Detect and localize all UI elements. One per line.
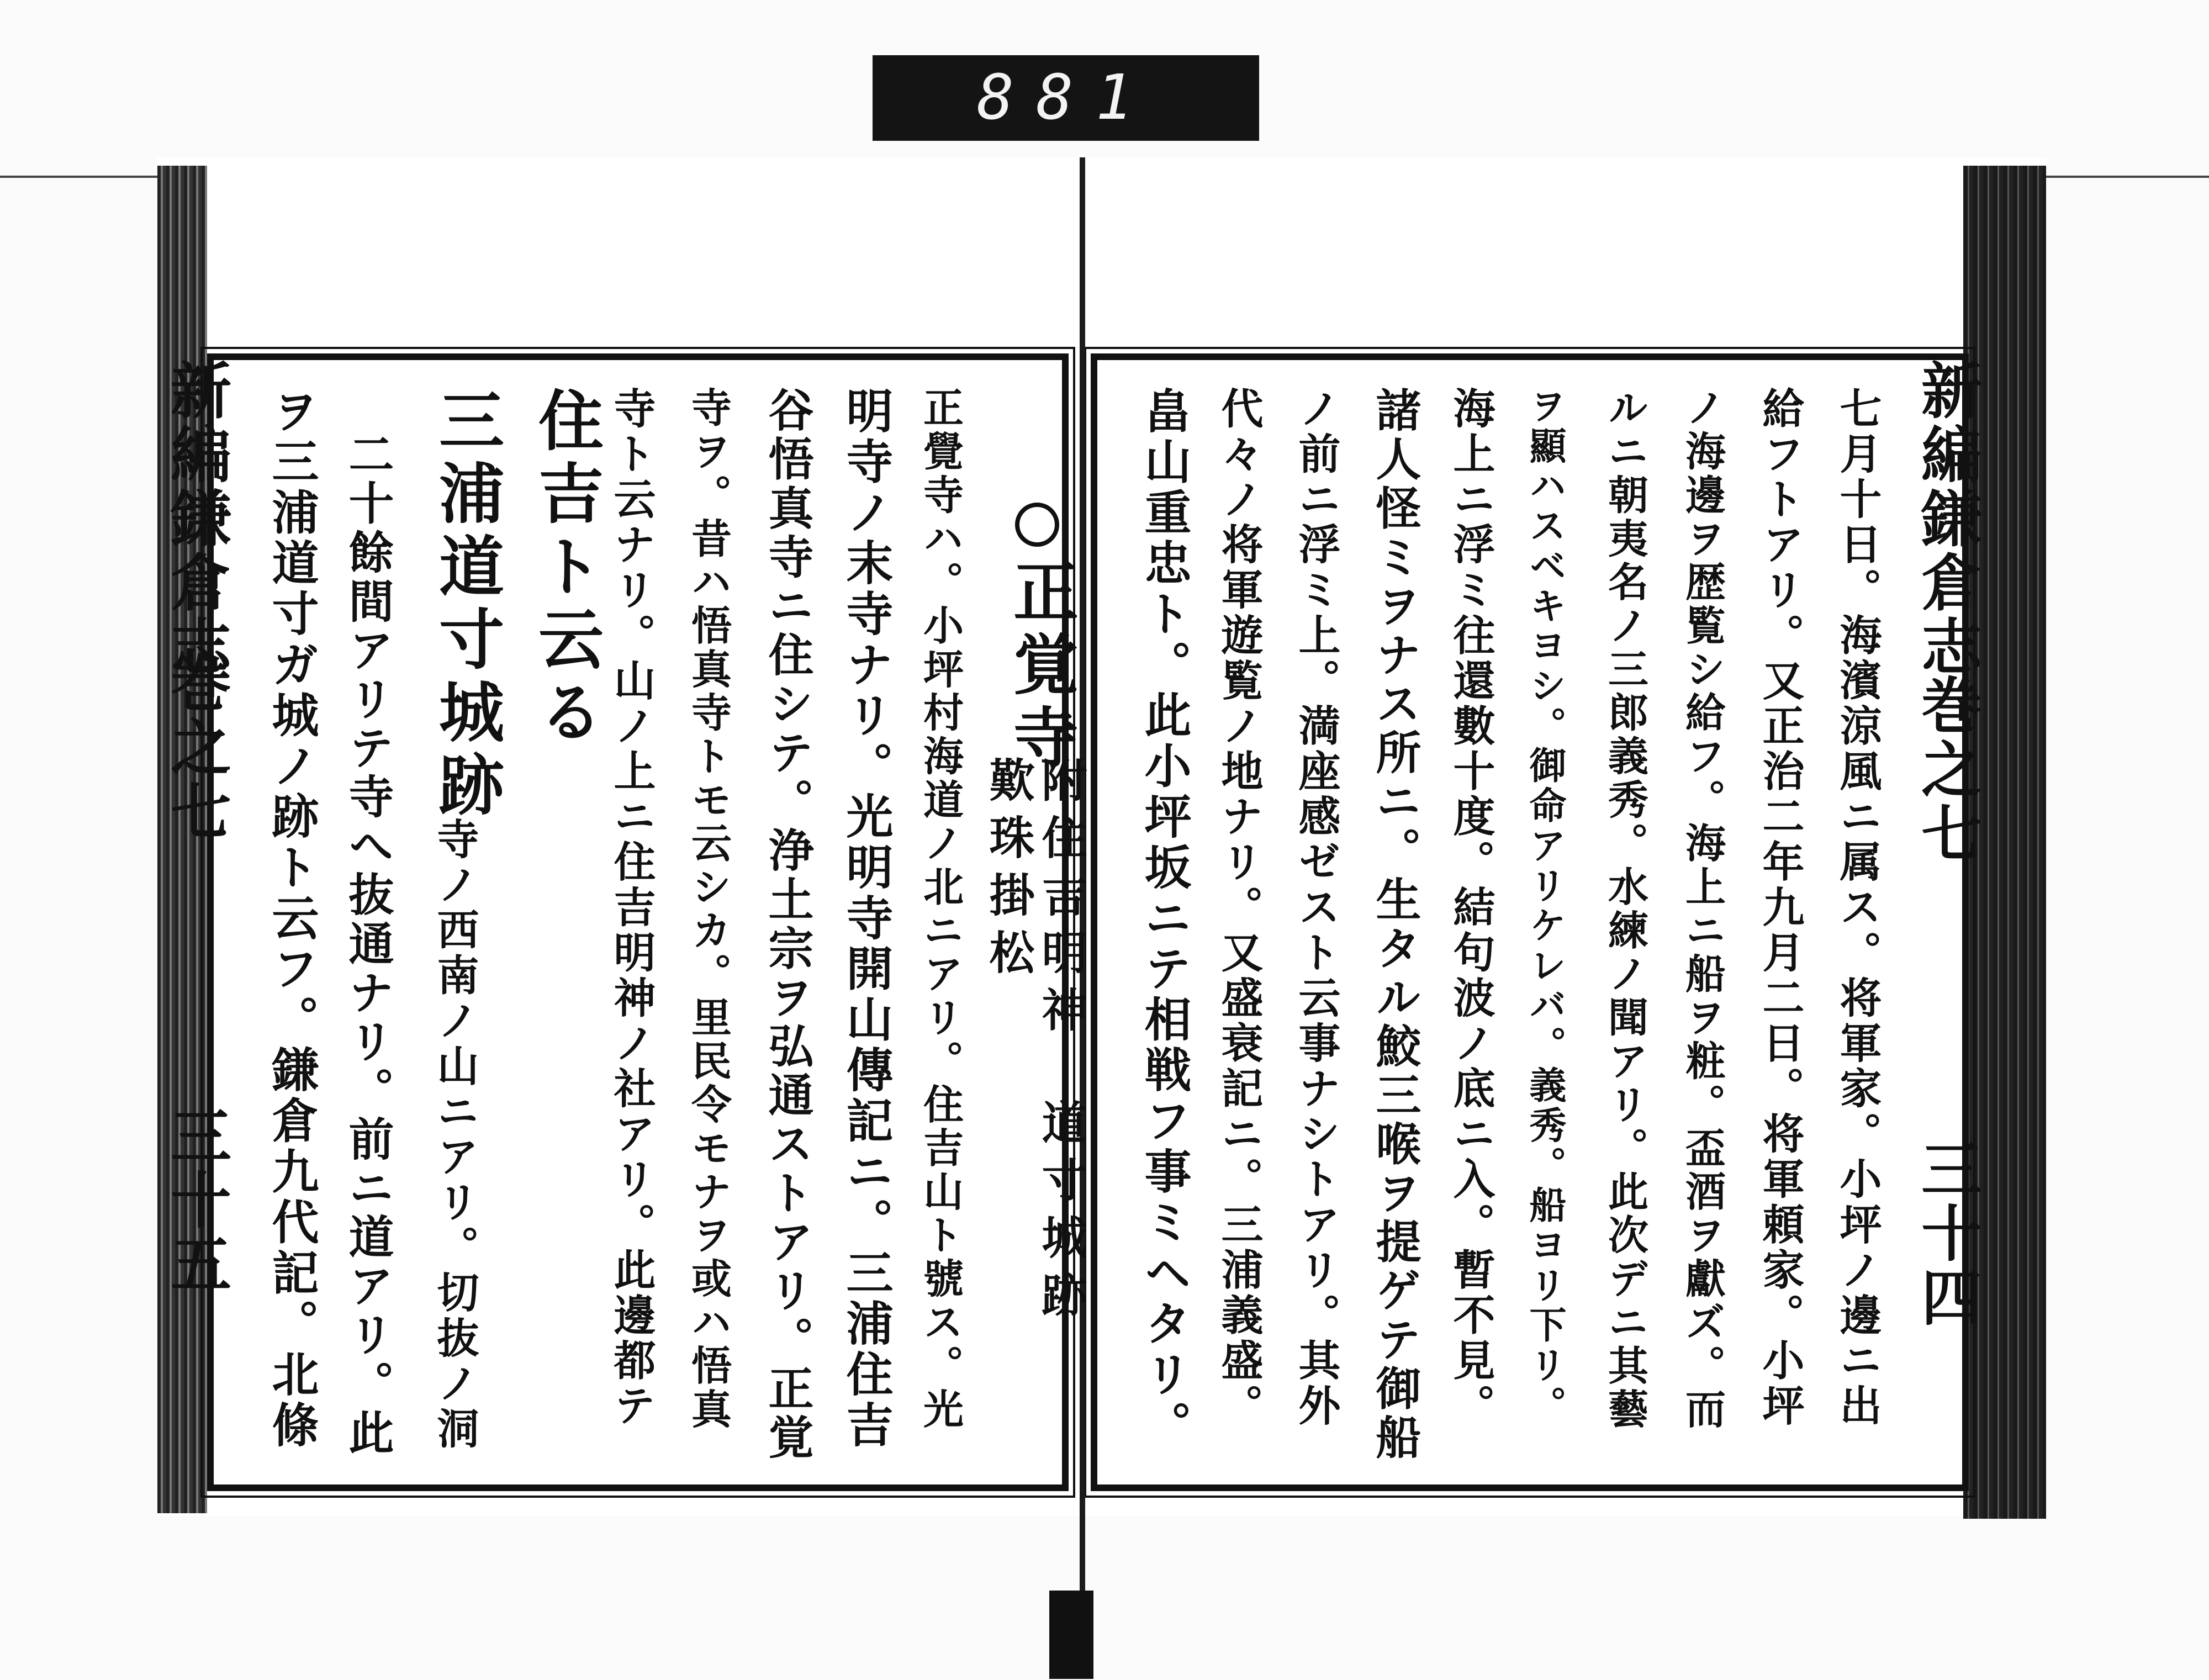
heading-circle-mark (1015, 503, 1059, 547)
left-sub-col-2: ヲ三浦道寸ガ城ノ跡ト云フ。鎌倉九代記。北條 (264, 387, 319, 1451)
right-col-10: 畠山重忠ト。此小坪坂ニテ相戦フ事ミヘタリ。 (1137, 387, 1192, 1451)
right-margin-page: 三十四 (1911, 1138, 1983, 1330)
right-col-8: ノ前ニ浮ミ上。満座感ゼスト云事ナシトアリ。其外 (1292, 387, 1341, 1429)
sub-heading-rest: 寺ノ西南ノ山ニアリ。切抜ノ洞 (430, 817, 479, 1452)
left-col-3: 谷悟真寺ニ住シテ。浄土宗ヲ弘通ストアリ。正覚 (761, 387, 814, 1463)
spine-foot-mark (1049, 1591, 1093, 1679)
right-col-9: 代々ノ将軍遊覧ノ地ナリ。又盛衰記ニ。三浦義盛。 (1214, 387, 1264, 1429)
right-col-6: 海上ニ浮ミ往還數十度。結句波ノ底ニ入。暫不見。 (1446, 387, 1495, 1429)
left-margin-page: 三十五 (161, 1105, 232, 1297)
left-margin-title: 新編鎌倉志 (161, 359, 232, 679)
left-col-1: 正覺寺ハ。小坪村海道ノ北ニアリ。住吉山ト號ス。光 (916, 387, 964, 1432)
right-margin-volume: 巻之七 (1911, 674, 1983, 866)
right-margin-title: 新編鎌倉志 (1911, 359, 1983, 679)
scan-tag: 881 (873, 55, 1259, 141)
heading-note-2: 歎珠掛松 (982, 757, 1035, 986)
right-col-4: ルニ朝夷名ノ三郎義秀。水練ノ聞アリ。此次デニ其藝 (1601, 387, 1648, 1432)
left-col-5: 寺ト云ナリ。山ノ上ニ住吉明神ノ社アリ。此邊都テ (607, 387, 656, 1429)
heading-note-1: 附住吉明神 (1034, 757, 1087, 1044)
left-col-2: 明寺ノ末寺ナリ。光明寺開山傳記ニ。三浦住吉 (838, 387, 894, 1451)
right-col-5: ヲ顯ハスベキヨシ。御命アリケレバ。義秀。船ヨリ下リ。 (1524, 387, 1567, 1426)
sub-heading: 三浦道寸城跡 (428, 387, 505, 824)
right-col-2: 給フトアリ。又正治二年九月二日。将軍頼家。小坪 (1756, 387, 1805, 1429)
right-col-1: 七月十日。海濱涼風ニ属ス。将軍家。小坪ノ邊ニ出 (1833, 387, 1882, 1429)
right-col-7: 諸人怪ミヲナス所ニ。生タル鮫三喉ヲ提ゲテ御船 (1368, 387, 1421, 1463)
left-col-4: 寺ヲ。昔ハ悟真寺トモ云シカ。里民令モナヲ或ハ悟真 (684, 387, 732, 1432)
heading-note-3: 道寸城跡 (1034, 1099, 1087, 1329)
section-heading: 正覚寺 (1002, 558, 1079, 776)
left-col-6: 住吉ト云る (527, 387, 604, 751)
left-margin-volume: 巻之七 (161, 652, 232, 844)
left-sub-col-1: 二十餘間アリテ寺へ抜通ナリ。前ニ道アリ。此 (341, 431, 394, 1458)
right-col-3: ノ海邊ヲ歴覧シ給フ。海上ニ船ヲ粧。盃酒ヲ獻ズ。而 (1678, 387, 1726, 1432)
